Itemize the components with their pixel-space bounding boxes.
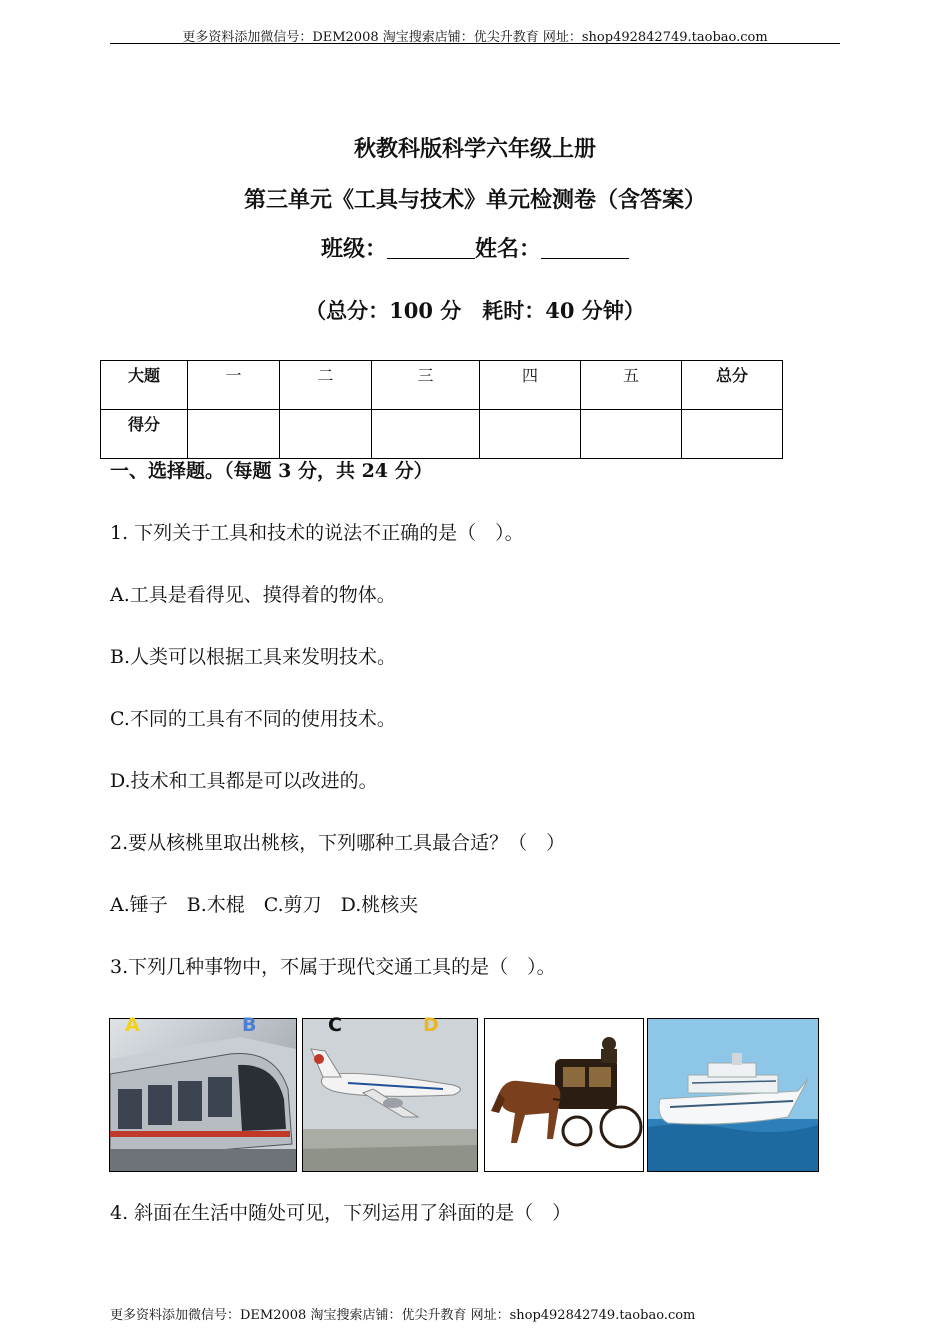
section-heading: 一、选择题。（每题 3 分，共 24 分） xyxy=(110,460,433,482)
question-1-option-c: C.不同的工具有不同的使用技术。 xyxy=(110,708,396,730)
doc-subtitle: 第三单元《工具与技术》单元检测卷（含答案） xyxy=(243,187,706,213)
name-blank[interactable] xyxy=(541,236,629,259)
subway-train-image xyxy=(109,1018,297,1172)
question-1-option-b: B.人类可以根据工具来发明技术。 xyxy=(110,646,397,668)
score-table-header-row xyxy=(101,361,783,410)
score-input-cell[interactable] xyxy=(188,410,280,459)
image-label-b: B xyxy=(242,1014,257,1036)
question-1-option-d: D.技术和工具都是可以改进的。 xyxy=(110,770,378,792)
question-1: 1. 下列关于工具和技术的说法不正确的是（ ）。 xyxy=(110,522,524,544)
question-1-option-a: A.工具是看得见、摸得着的物体。 xyxy=(110,584,396,606)
image-label-a: A xyxy=(125,1014,140,1036)
airplane-image xyxy=(302,1018,478,1172)
score-cell-header: 二 xyxy=(280,361,372,410)
score-input-cell[interactable] xyxy=(280,410,372,459)
score-cell-header: 四 xyxy=(480,361,581,410)
question-2-options: A.锤子 B.木棍 C.剪刀 D.桃核夹 xyxy=(110,894,419,916)
doc-title: 秋教科版科学六年级上册 xyxy=(353,136,596,162)
score-cell-header: 三 xyxy=(372,361,480,410)
class-label: 班级： xyxy=(320,236,387,262)
header-divider xyxy=(110,43,840,44)
question-3: 3.下列几种事物中，不属于现代交通工具的是（ ）。 xyxy=(110,956,556,978)
score-row-label: 得分 xyxy=(101,410,188,459)
page-header: 更多资料添加微信号：DEM2008 淘宝搜索店铺：优尖升教育 网址：shop492842749.taobao.com xyxy=(182,30,768,45)
name-label: 姓名： xyxy=(475,236,542,262)
score-cell-header: 五 xyxy=(581,361,682,410)
horse-carriage-image xyxy=(484,1018,644,1172)
question-4: 4. 斜面在生活中随处可见，下列运用了斜面的是（ ） xyxy=(110,1202,572,1224)
score-cell-header: 大题 xyxy=(101,361,188,410)
question-2: 2.要从核桃里取出桃核，下列哪种工具最合适？（ ） xyxy=(110,832,566,854)
page-footer: 更多资料添加微信号：DEM2008 淘宝搜索店铺：优尖升教育 网址：shop492842749.taobao.com xyxy=(110,1308,696,1323)
image-label-d: D xyxy=(423,1014,439,1036)
score-input-cell[interactable] xyxy=(682,410,783,459)
cruise-ship-image xyxy=(647,1018,819,1172)
score-table xyxy=(100,360,783,459)
class-blank[interactable] xyxy=(387,236,475,259)
score-time-info: （总分：100 分 耗时：40 分钟） xyxy=(305,298,645,323)
score-input-cell[interactable] xyxy=(581,410,682,459)
score-input-cell[interactable] xyxy=(372,410,480,459)
image-label-c: C xyxy=(328,1014,342,1036)
score-cell-header: 总分 xyxy=(682,361,783,410)
score-cell-header: 一 xyxy=(188,361,280,410)
score-input-cell[interactable] xyxy=(480,410,581,459)
score-table-score-row xyxy=(101,410,783,459)
question-3-images xyxy=(108,1014,828,1174)
student-info-line xyxy=(0,232,950,263)
